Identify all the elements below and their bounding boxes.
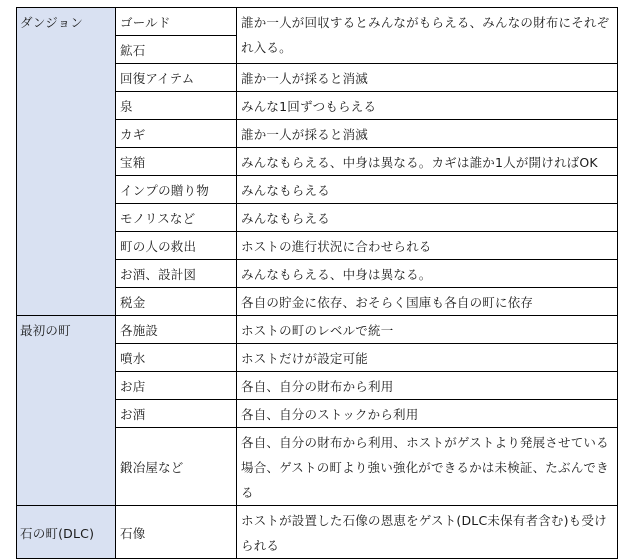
item-cell: お店 <box>116 372 237 400</box>
desc-cell: 各自の貯金に依存、おそらく国庫も各自の町に依存 <box>237 288 618 316</box>
desc-cell: 各自、自分の財布から利用 <box>237 372 618 400</box>
item-cell: 宝箱 <box>116 148 237 176</box>
desc-cell: みんなもらえる <box>237 176 618 204</box>
rules-table <box>16 7 618 559</box>
item-cell: お酒、設計図 <box>116 260 237 288</box>
item-cell: お酒 <box>116 400 237 428</box>
desc-cell: 各自、自分のストックから利用 <box>237 400 618 428</box>
table-row <box>17 506 618 559</box>
table-row <box>17 316 618 344</box>
desc-cell: ホストの町のレベルで統一 <box>237 316 618 344</box>
desc-cell: ホストの進行状況に合わせられる <box>237 232 618 260</box>
item-cell: モノリスなど <box>116 204 237 232</box>
desc-cell: 誰か一人が回収するとみんながもらえる、みんなの財布にそれぞれ入る。 <box>237 8 618 64</box>
item-cell: インプの贈り物 <box>116 176 237 204</box>
item-cell: 噴水 <box>116 344 237 372</box>
category-dungeon: ダンジョン <box>17 8 116 316</box>
category-stone-town: 石の町(DLC) <box>17 506 116 559</box>
item-cell: 回復アイテム <box>116 64 237 92</box>
item-cell: 町の人の救出 <box>116 232 237 260</box>
desc-cell: 各自、自分の財布から利用、ホストがゲストより発展させている場合、ゲストの町より強い強化ができるかは未検証、たぶんできる <box>237 428 618 506</box>
item-cell: ゴールド <box>116 8 237 36</box>
desc-cell: みんなもらえる <box>237 204 618 232</box>
item-cell: 税金 <box>116 288 237 316</box>
table-row <box>17 8 618 36</box>
item-cell: 各施設 <box>116 316 237 344</box>
item-cell: カギ <box>116 120 237 148</box>
desc-cell: 誰か一人が採ると消滅 <box>237 64 618 92</box>
desc-cell: みんなもらえる、中身は異なる。カギは誰か1人が開ければOK <box>237 148 618 176</box>
desc-cell: みんなもらえる、中身は異なる。 <box>237 260 618 288</box>
desc-cell: 誰か一人が採ると消滅 <box>237 120 618 148</box>
item-cell: 鍛冶屋など <box>116 428 237 506</box>
desc-cell: ホストが設置した石像の恩恵をゲスト(DLC未保有者含む)も受けられる <box>237 506 618 559</box>
item-cell: 泉 <box>116 92 237 120</box>
item-cell: 石像 <box>116 506 237 559</box>
desc-cell: みんな1回ずつもらえる <box>237 92 618 120</box>
category-first-town: 最初の町 <box>17 316 116 506</box>
desc-cell: ホストだけが設定可能 <box>237 344 618 372</box>
item-cell: 鉱石 <box>116 36 237 64</box>
